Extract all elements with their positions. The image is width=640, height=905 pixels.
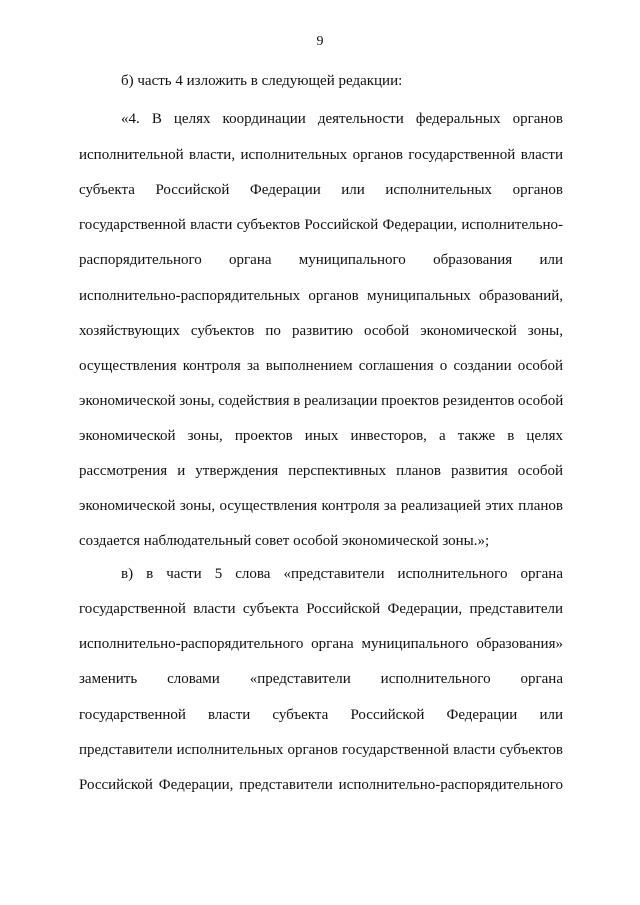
text-line: представители исполнительных органов государственной власти субъектов <box>79 742 563 758</box>
text-line: экономической зоны, проектов иных инвесторов, а также в целях <box>79 428 563 444</box>
text-line: экономической зоны, содействия в реализации проектов резидентов особой <box>79 393 564 409</box>
text-line: создается наблюдательный совет особой экономической зоны.»; <box>79 533 490 549</box>
text-line: Российской Федерации, представители исполнительно-распорядительного <box>79 777 563 793</box>
page-number: 9 <box>316 34 324 49</box>
text-line: б) часть 4 изложить в следующей редакции: <box>121 73 403 89</box>
text-line: заменить словами «представители исполнительного органа <box>79 671 563 687</box>
text-line: осуществления контроля за выполнением соглашения о создании особой <box>79 358 563 374</box>
text-line: хозяйствующих субъектов по развитию особой экономической зоны, <box>79 323 563 339</box>
text-line: в) в части 5 слова «представители исполнительного органа <box>121 566 563 582</box>
text-line: государственной власти субъекта Российской Федерации, представители <box>79 601 563 617</box>
text-line: рассмотрения и утверждения перспективных планов развития особой <box>79 463 563 479</box>
text-line: исполнительно-распорядительных органов муниципальных образований, <box>79 288 563 304</box>
text-line: исполнительно-распорядительного органа муниципального образования» <box>79 636 563 652</box>
text-line: государственной власти субъекта Российской Федерации или <box>79 707 563 723</box>
text-line: государственной власти субъектов Российской Федерации, исполнительно- <box>79 217 563 233</box>
text-line: субъекта Российской Федерации или исполнительных органов <box>79 182 563 198</box>
text-line: распорядительного органа муниципального образования или <box>79 252 563 268</box>
text-line: экономической зоны, осуществления контроля за реализацией этих планов <box>79 498 563 514</box>
text-line: «4. В целях координации деятельности федеральных органов <box>121 111 563 127</box>
text-line: исполнительной власти, исполнительных органов государственной власти <box>79 147 563 163</box>
